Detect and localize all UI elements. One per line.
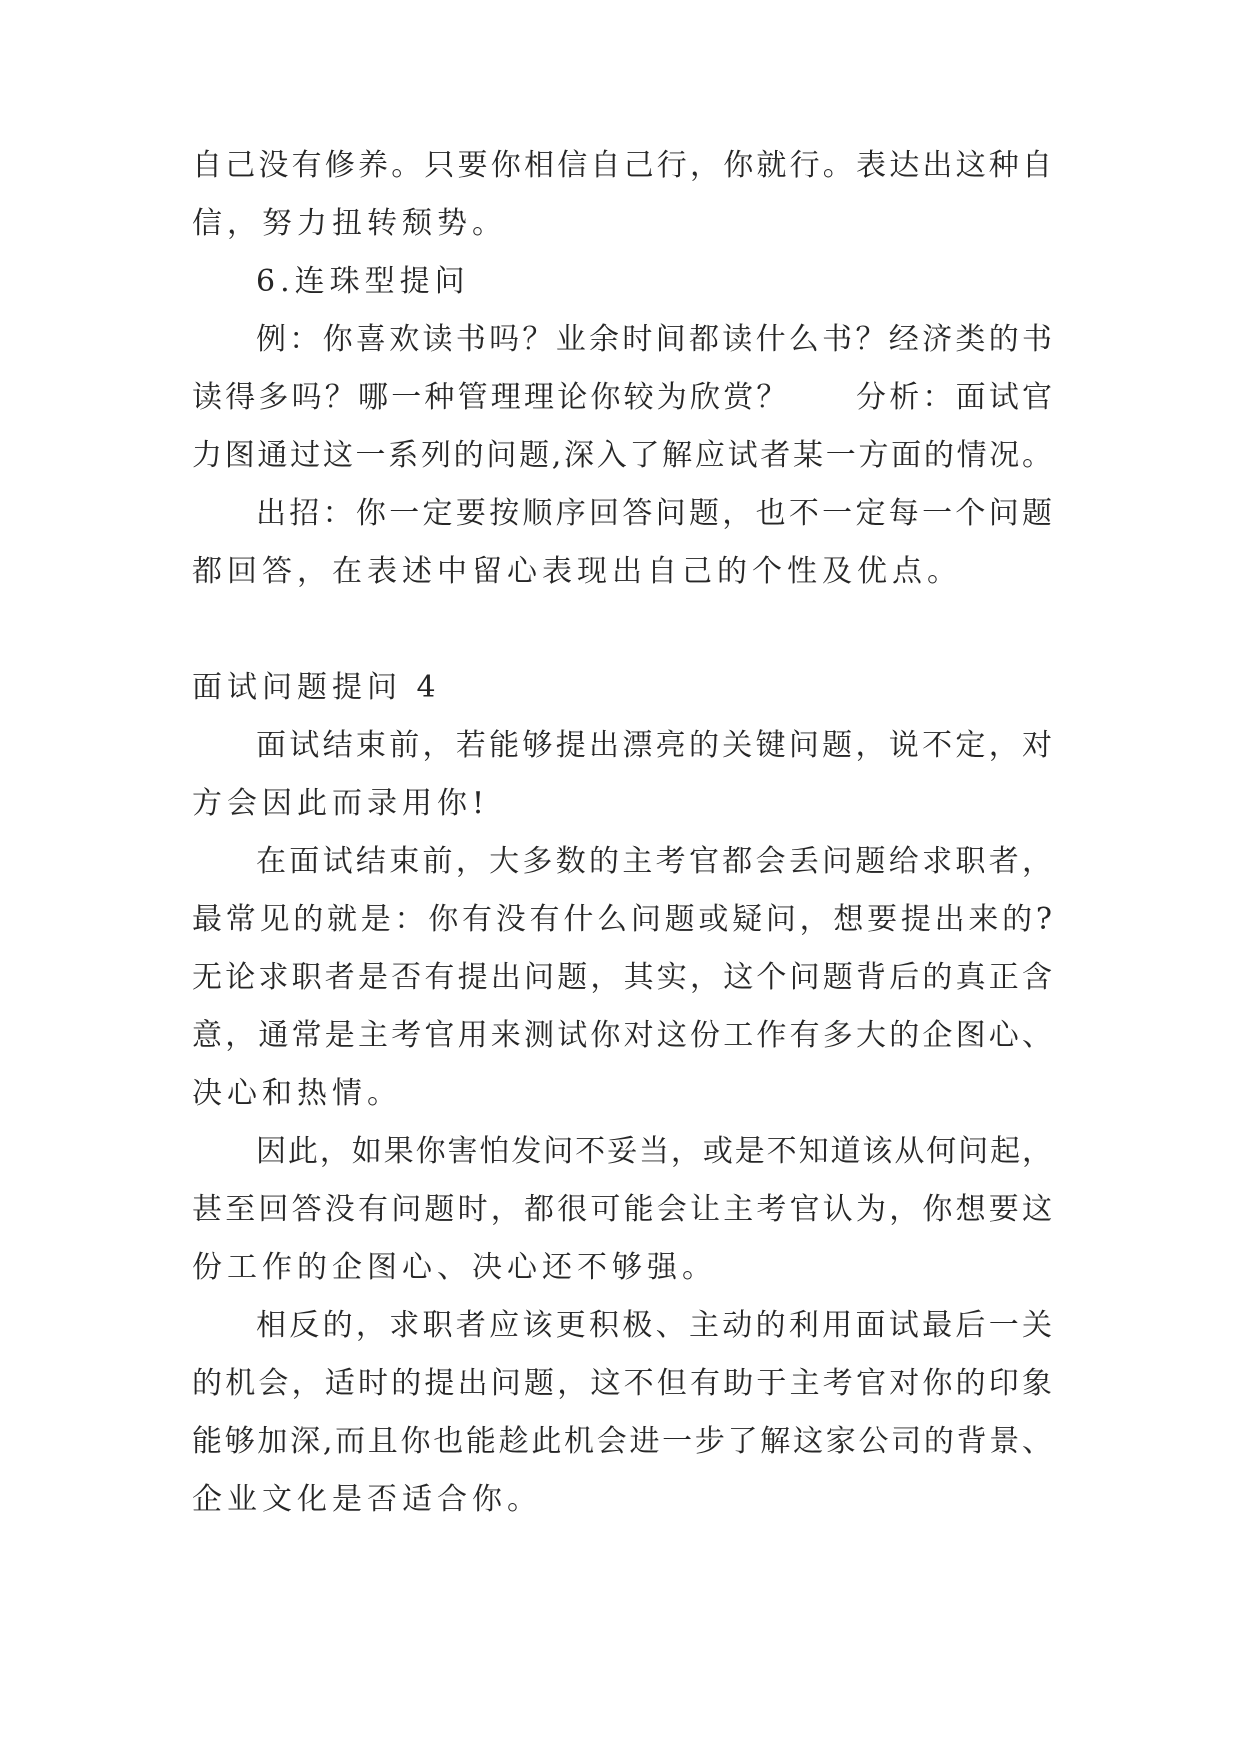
page-title: 面试问题提问 4: [192, 670, 441, 705]
paragraph-line: 甚至回答没有问题时，都很可能会让主考官认为，你想要这: [192, 1192, 1052, 1227]
paragraph-line: 自己没有修养。只要你相信自己行，你就行。表达出这种自: [192, 148, 1052, 183]
paragraph-line: 相反的，求职者应该更积极、主动的利用面试最后一关: [256, 1308, 1052, 1343]
paragraph-line: 面试结束前，若能够提出漂亮的关键问题，说不定，对: [256, 728, 1052, 763]
paragraph-line: 因此，如果你害怕发问不妥当，或是不知道该从何问起，: [256, 1134, 1052, 1169]
paragraph-line: 力图通过这一系列的问题,深入了解应试者某一方面的情况。: [192, 438, 1052, 473]
paragraph-line: 信，努力扭转颓势。: [192, 206, 507, 241]
paragraph-line: 都回答，在表述中留心表现出自己的个性及优点。: [192, 554, 962, 589]
paragraph-line: 决心和热情。: [192, 1076, 402, 1111]
paragraph-line: 意，通常是主考官用来测试你对这份工作有多大的企图心、: [192, 1018, 1052, 1053]
paragraph-line: 例：你喜欢读书吗？业余时间都读什么书？经济类的书: [256, 322, 1052, 357]
section-heading: 6.连珠型提问: [256, 264, 470, 299]
paragraph-line: 在面试结束前，大多数的主考官都会丢问题给求职者，: [256, 844, 1052, 879]
paragraph-line: 能够加深,而且你也能趁此机会进一步了解这家公司的背景、: [192, 1424, 1052, 1459]
paragraph-line: 读得多吗？哪一种管理理论你较为欣赏？ 分析：面试官: [192, 380, 1052, 415]
paragraph-line: 方会因此而录用你!: [192, 786, 490, 821]
paragraph-line: 最常见的就是：你有没有什么问题或疑问，想要提出来的?: [192, 902, 1052, 937]
paragraph-line: 企业文化是否适合你。: [192, 1482, 542, 1517]
paragraph-line: 份工作的企图心、决心还不够强。: [192, 1250, 717, 1285]
paragraph-line: 无论求职者是否有提出问题，其实，这个问题背后的真正含: [192, 960, 1052, 995]
paragraph-line: 的机会，适时的提出问题，这不但有助于主考官对你的印象: [192, 1366, 1052, 1401]
paragraph-line: 出招：你一定要按顺序回答问题，也不一定每一个问题: [256, 496, 1052, 531]
